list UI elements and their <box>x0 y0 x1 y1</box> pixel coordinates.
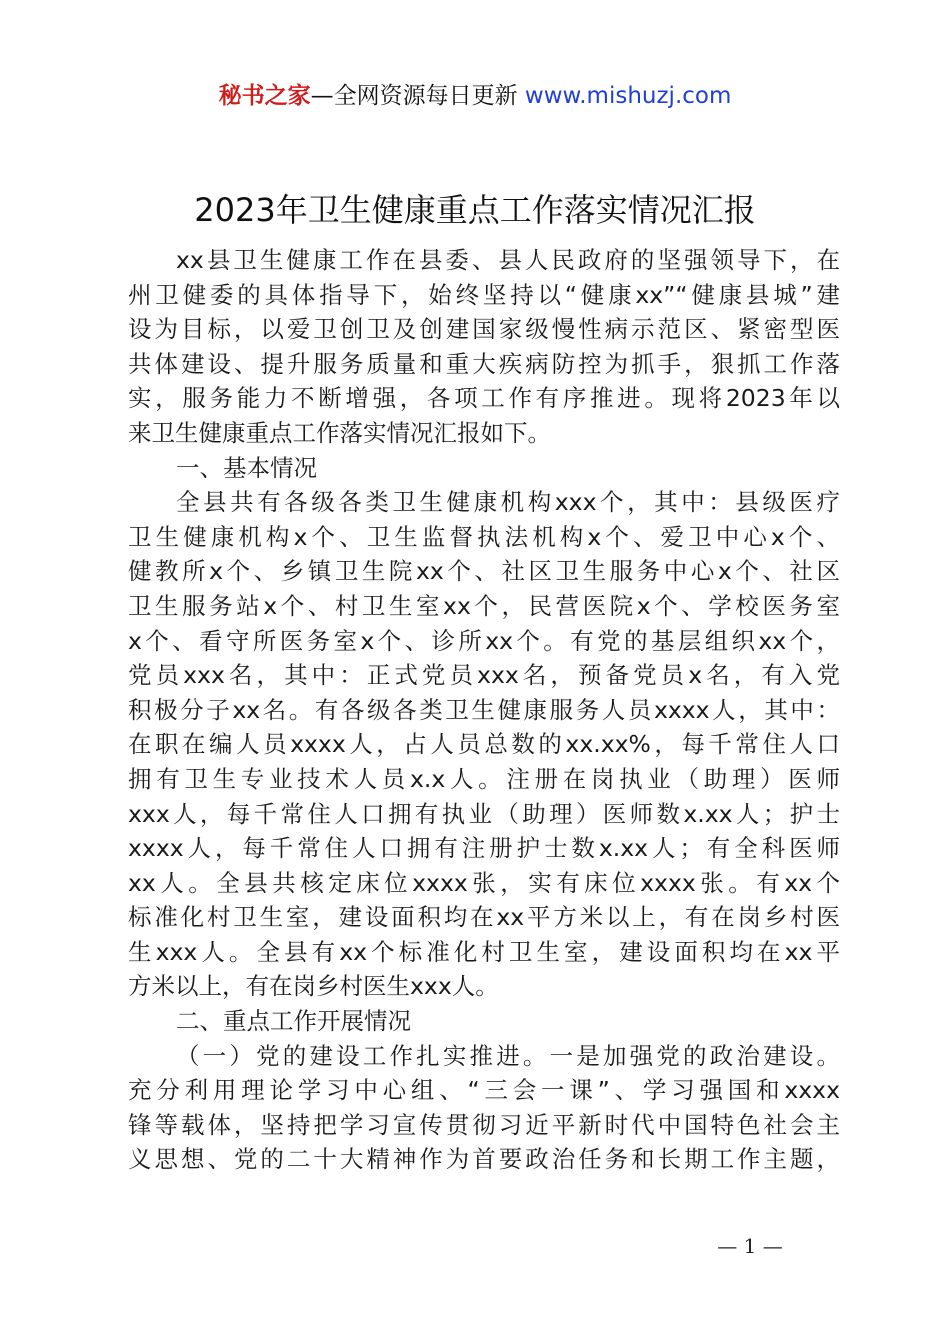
body-line: 锋等载体，坚持把学习宣传贯彻习近平新时代中国特色社会主 <box>128 1110 840 1139</box>
body-line: 州卫健委的具体指导下，始终坚持以“健康xx”“健康县城”建 <box>128 280 840 309</box>
body-line: xxx人，每千常住人口拥有执业（助理）医师数x.xx人；护士 <box>128 799 840 828</box>
section-heading: 二、重点工作开展情况 <box>176 1007 411 1036</box>
body-line: 积极分子xx名。有各级各类卫生健康服务人员xxxx人，其中： <box>128 695 840 724</box>
section-heading: 一、基本情况 <box>176 453 317 482</box>
site-header <box>0 80 950 112</box>
site-url-link[interactable]: www.mishuzj.com <box>524 83 732 109</box>
body-line: 义思想、党的二十大精神作为首要政治任务和长期工作主题， <box>128 1145 840 1174</box>
document-title: 2023年卫生健康重点工作落实情况汇报 <box>194 191 756 229</box>
body-line: 实，服务能力不断增强，各项工作有序推进。现将2023年以 <box>128 384 840 413</box>
body-line: 在职在编人员xxxx人，占人员总数的xx.xx%，每千常住人口 <box>128 730 840 759</box>
body-line: 来卫生健康重点工作落实情况汇报如下。 <box>128 418 551 447</box>
body-line: 拥有卫生专业技术人员x.x人。注册在岗执业（助理）医师 <box>128 764 840 793</box>
body-line: 卫生健康机构x个、卫生监督执法机构x个、爱卫中心x个、 <box>128 522 840 551</box>
body-line: xx县卫生健康工作在县委、县人民政府的坚强领导下，在 <box>176 246 840 274</box>
site-brand: 秘书之家 <box>218 83 311 109</box>
site-slogan: —全网资源每日更新 <box>310 83 518 109</box>
body-line: 党员xxx名，其中：正式党员xxx名，预备党员x名，有入党 <box>128 661 840 690</box>
body-line: xx人。全县共核定床位xxxx张，实有床位xxxx张。有xx个 <box>128 868 840 897</box>
body-line: xxxx人，每千常住人口拥有注册护士数x.xx人；有全科医师 <box>128 834 840 863</box>
body-line: x个、看守所医务室x个、诊所xx个。有党的基层组织xx个， <box>128 626 840 655</box>
body-line: 共体建设、提升服务质量和重大疾病防控为抓手，狠抓工作落 <box>128 349 840 378</box>
body-line: 健教所x个、乡镇卫生院xx个、社区卫生服务中心x个、社区 <box>128 557 840 586</box>
document-body <box>128 243 840 1177</box>
page-number: — 1 — <box>717 1234 783 1258</box>
body-line: 标准化村卫生室，建设面积均在xx平方米以上，有在岗乡村医 <box>128 903 840 932</box>
body-line: （一）党的建设工作扎实推进。一是加强党的政治建设。 <box>176 1041 840 1070</box>
body-line: 全县共有各级各类卫生健康机构xxx个，其中：县级医疗 <box>176 488 840 517</box>
body-line: 设为目标，以爱卫创卫及创建国家级慢性病示范区、紧密型医 <box>128 315 840 344</box>
body-line: 方米以上，有在岗乡村医生xxx人。 <box>128 972 499 1001</box>
body-line: 卫生服务站x个、村卫生室xx个，民营医院x个、学校医务室 <box>128 591 840 620</box>
body-line: 生xxx人。全县有xx个标准化村卫生室，建设面积均在xx平 <box>128 937 840 966</box>
body-line: 充分利用理论学习中心组、“三会一课”、学习强国和xxxx <box>128 1076 840 1105</box>
